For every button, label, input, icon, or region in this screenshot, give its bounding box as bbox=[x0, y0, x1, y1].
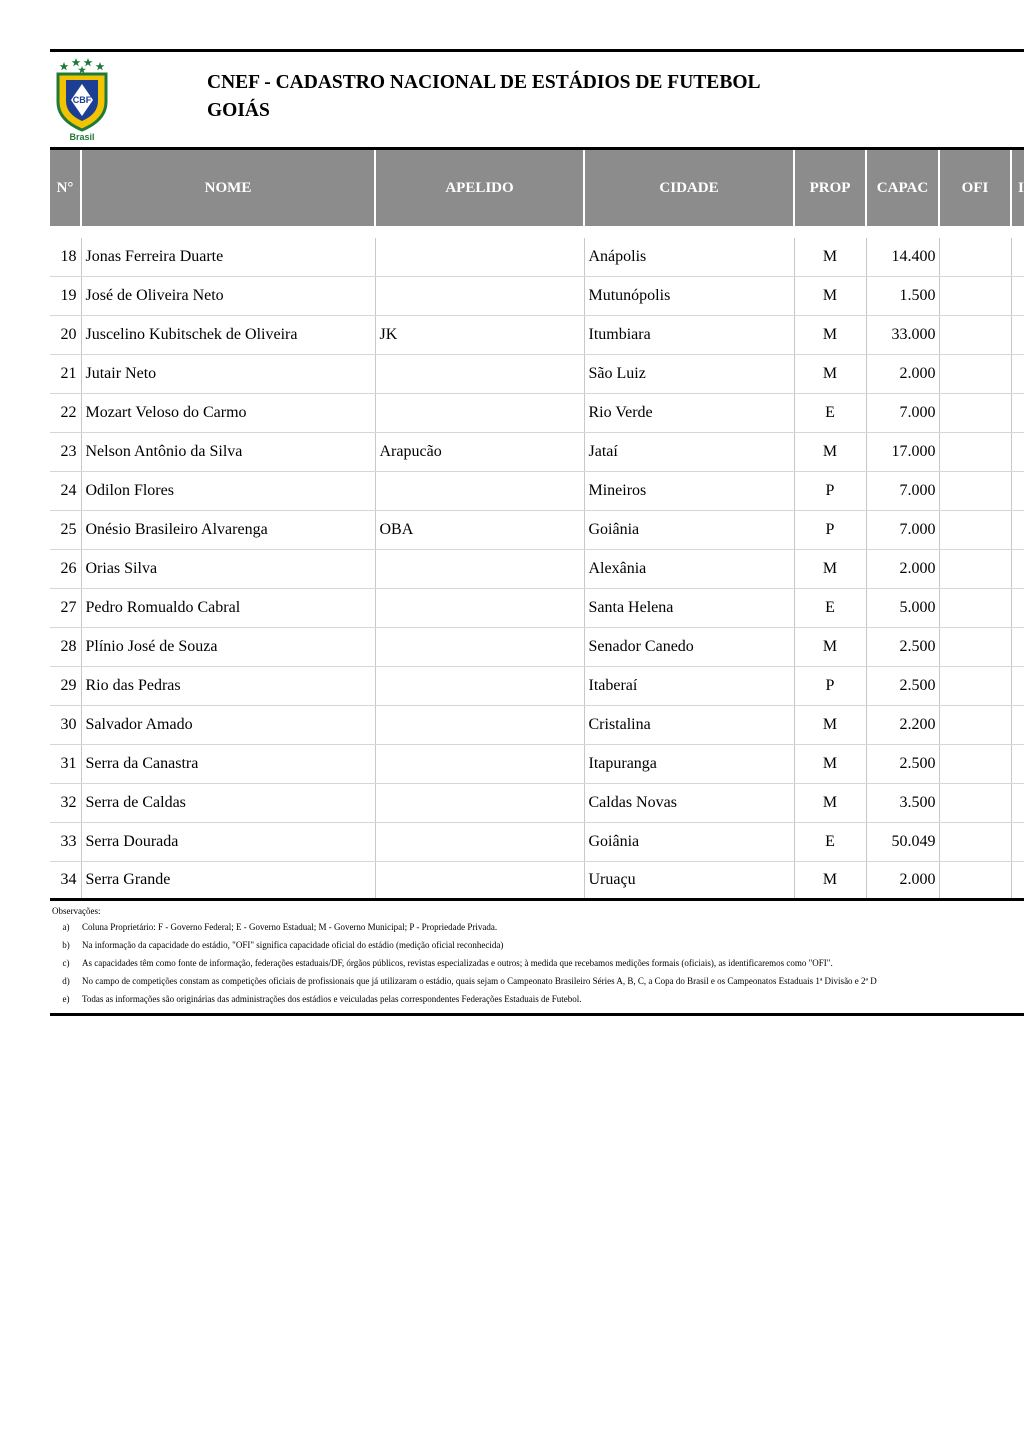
table-header-row bbox=[50, 150, 1024, 226]
cell-owner: M bbox=[794, 550, 866, 589]
cell-official bbox=[939, 238, 1011, 277]
cell-extra bbox=[1011, 433, 1024, 472]
cell-name: José de Oliveira Neto bbox=[81, 277, 375, 316]
cell-num: 20 bbox=[50, 316, 81, 355]
cell-owner: P bbox=[794, 667, 866, 706]
cell-capacity: 14.400 bbox=[866, 238, 939, 277]
col-header-official: OFI bbox=[939, 150, 1011, 226]
table-row bbox=[50, 862, 1024, 900]
cell-num: 21 bbox=[50, 355, 81, 394]
cell-num: 25 bbox=[50, 511, 81, 550]
cell-official bbox=[939, 277, 1011, 316]
cell-name: Odilon Flores bbox=[81, 472, 375, 511]
cell-owner: M bbox=[794, 316, 866, 355]
cell-name: Rio das Pedras bbox=[81, 667, 375, 706]
cell-name: Juscelino Kubitschek de Oliveira bbox=[81, 316, 375, 355]
cell-capacity: 2.000 bbox=[866, 862, 939, 900]
cell-city: Goiânia bbox=[584, 511, 794, 550]
cell-capacity: 1.500 bbox=[866, 277, 939, 316]
cell-capacity: 50.049 bbox=[866, 823, 939, 862]
cell-official bbox=[939, 511, 1011, 550]
cell-city: Anápolis bbox=[584, 238, 794, 277]
cell-extra bbox=[1011, 550, 1024, 589]
cell-city: Itapuranga bbox=[584, 745, 794, 784]
cell-num: 24 bbox=[50, 472, 81, 511]
cell-city: Caldas Novas bbox=[584, 784, 794, 823]
cell-nickname bbox=[375, 472, 584, 511]
cell-num: 27 bbox=[50, 589, 81, 628]
cell-extra bbox=[1011, 472, 1024, 511]
cell-owner: P bbox=[794, 511, 866, 550]
cell-num: 28 bbox=[50, 628, 81, 667]
cell-name: Jonas Ferreira Duarte bbox=[81, 238, 375, 277]
observations-title: Observações: bbox=[52, 906, 101, 916]
cell-city: Itumbiara bbox=[584, 316, 794, 355]
table-row bbox=[50, 550, 1024, 589]
note-label: e) bbox=[62, 994, 70, 1004]
cell-num: 33 bbox=[50, 823, 81, 862]
table-row bbox=[50, 433, 1024, 472]
cell-nickname bbox=[375, 355, 584, 394]
note-text: Coluna Proprietário: F - Governo Federal; E - Governo Estadual; M - Governo Municipal; P - Propriedade Privada. bbox=[82, 922, 498, 932]
cell-official bbox=[939, 316, 1011, 355]
document-subtitle: GOIÁS bbox=[207, 100, 270, 121]
cell-num: 31 bbox=[50, 745, 81, 784]
document-title: CNEF - CADASTRO NACIONAL DE ESTÁDIOS DE FUTEBOL bbox=[207, 72, 761, 93]
table-row bbox=[50, 784, 1024, 823]
table-row bbox=[50, 472, 1024, 511]
cell-capacity: 7.000 bbox=[866, 394, 939, 433]
cell-owner: M bbox=[794, 784, 866, 823]
cell-nickname bbox=[375, 784, 584, 823]
cell-extra bbox=[1011, 823, 1024, 862]
cell-name: Salvador Amado bbox=[81, 706, 375, 745]
cell-extra bbox=[1011, 745, 1024, 784]
cell-owner: M bbox=[794, 706, 866, 745]
cell-extra bbox=[1011, 277, 1024, 316]
cell-city: Goiânia bbox=[584, 823, 794, 862]
cell-owner: M bbox=[794, 862, 866, 900]
note-text: Na informação da capacidade do estádio, "OFI" significa capacidade oficial do estádio (medição oficial reconhecida) bbox=[82, 940, 504, 950]
cell-nickname bbox=[375, 823, 584, 862]
cell-official bbox=[939, 862, 1011, 900]
cell-official bbox=[939, 784, 1011, 823]
col-header-nickname: APELIDO bbox=[375, 150, 584, 226]
cell-name: Serra da Canastra bbox=[81, 745, 375, 784]
note-item bbox=[50, 974, 1024, 992]
table-row bbox=[50, 628, 1024, 667]
cell-extra bbox=[1011, 862, 1024, 900]
cell-city: São Luiz bbox=[584, 355, 794, 394]
cell-name: Orias Silva bbox=[81, 550, 375, 589]
cell-capacity: 33.000 bbox=[866, 316, 939, 355]
col-header-city: CIDADE bbox=[584, 150, 794, 226]
cell-official bbox=[939, 550, 1011, 589]
cell-official bbox=[939, 472, 1011, 511]
cell-nickname bbox=[375, 745, 584, 784]
cell-nickname: JK bbox=[375, 316, 584, 355]
col-header-capacity: CAPAC bbox=[866, 150, 939, 226]
logo-text: CBF bbox=[72, 95, 92, 105]
note-label: d) bbox=[62, 976, 70, 986]
cell-nickname bbox=[375, 589, 584, 628]
cell-city: Itaberaí bbox=[584, 667, 794, 706]
table-body bbox=[50, 226, 1024, 900]
observations bbox=[50, 901, 1024, 1016]
cell-official bbox=[939, 394, 1011, 433]
cell-nickname bbox=[375, 667, 584, 706]
cell-name: Mozart Veloso do Carmo bbox=[81, 394, 375, 433]
cell-capacity: 3.500 bbox=[866, 784, 939, 823]
cell-nickname bbox=[375, 238, 584, 277]
cell-capacity: 2.500 bbox=[866, 745, 939, 784]
cell-num: 26 bbox=[50, 550, 81, 589]
cell-owner: E bbox=[794, 823, 866, 862]
cell-extra bbox=[1011, 355, 1024, 394]
cell-official bbox=[939, 433, 1011, 472]
cell-extra bbox=[1011, 784, 1024, 823]
cell-num: 34 bbox=[50, 862, 81, 900]
cell-name: Nelson Antônio da Silva bbox=[81, 433, 375, 472]
cell-num: 22 bbox=[50, 394, 81, 433]
cell-extra bbox=[1011, 511, 1024, 550]
cell-city: Uruaçu bbox=[584, 862, 794, 900]
table-row bbox=[50, 823, 1024, 862]
cell-nickname bbox=[375, 628, 584, 667]
cell-capacity: 2.000 bbox=[866, 355, 939, 394]
cell-city: Alexânia bbox=[584, 550, 794, 589]
table-row bbox=[50, 745, 1024, 784]
col-header-owner: PROP bbox=[794, 150, 866, 226]
cell-capacity: 5.000 bbox=[866, 589, 939, 628]
cell-owner: M bbox=[794, 355, 866, 394]
cell-extra bbox=[1011, 667, 1024, 706]
cell-capacity: 7.000 bbox=[866, 511, 939, 550]
cell-official bbox=[939, 706, 1011, 745]
cell-num: 23 bbox=[50, 433, 81, 472]
table-row bbox=[50, 589, 1024, 628]
cell-name: Pedro Romualdo Cabral bbox=[81, 589, 375, 628]
note-item bbox=[50, 920, 1024, 938]
cell-nickname bbox=[375, 862, 584, 900]
cell-extra bbox=[1011, 706, 1024, 745]
note-text: No campo de competições constam as competições oficiais de profissionais que já utilizaram o estádio, quais sejam o Campeonato Brasileiro Séries A, B, C, a Copa do Brasil e os Campeonatos Estaduais 1ª Divisão e 2ª D bbox=[82, 976, 877, 986]
cell-nickname bbox=[375, 550, 584, 589]
cell-extra bbox=[1011, 628, 1024, 667]
cell-owner: M bbox=[794, 433, 866, 472]
note-item bbox=[50, 938, 1024, 956]
cell-owner: E bbox=[794, 394, 866, 433]
table-row bbox=[50, 277, 1024, 316]
cell-city: Santa Helena bbox=[584, 589, 794, 628]
cell-city: Senador Canedo bbox=[584, 628, 794, 667]
cell-num: 32 bbox=[50, 784, 81, 823]
cell-capacity: 2.500 bbox=[866, 667, 939, 706]
cell-extra bbox=[1011, 238, 1024, 277]
col-header-extra: I bbox=[1011, 150, 1024, 226]
cell-city: Rio Verde bbox=[584, 394, 794, 433]
cell-num: 29 bbox=[50, 667, 81, 706]
document-frame bbox=[50, 49, 1024, 1016]
table-row bbox=[50, 355, 1024, 394]
cell-extra bbox=[1011, 589, 1024, 628]
cell-extra bbox=[1011, 394, 1024, 433]
cell-capacity: 2.000 bbox=[866, 550, 939, 589]
note-label: c) bbox=[62, 958, 70, 968]
cell-name: Serra Grande bbox=[81, 862, 375, 900]
table-row bbox=[50, 238, 1024, 277]
cbf-logo-icon bbox=[52, 56, 112, 142]
cell-name: Serra Dourada bbox=[81, 823, 375, 862]
table-row bbox=[50, 316, 1024, 355]
cell-capacity: 17.000 bbox=[866, 433, 939, 472]
cell-city: Jataí bbox=[584, 433, 794, 472]
note-text: As capacidades têm como fonte de informação, federações estaduais/DF, órgãos públicos, revistas especializadas e outros; à medida que recebamos medições formais (oficiais), as identificaremos como "OFI". bbox=[82, 958, 833, 968]
note-item bbox=[50, 992, 1024, 1010]
cell-owner: P bbox=[794, 472, 866, 511]
cell-owner: E bbox=[794, 589, 866, 628]
document-header bbox=[50, 49, 1024, 150]
col-header-num: N° bbox=[50, 150, 81, 226]
cell-name: Jutair Neto bbox=[81, 355, 375, 394]
cell-num: 18 bbox=[50, 238, 81, 277]
note-item bbox=[50, 956, 1024, 974]
cell-official bbox=[939, 628, 1011, 667]
cell-name: Onésio Brasileiro Alvarenga bbox=[81, 511, 375, 550]
stadiums-table bbox=[50, 150, 1024, 901]
cell-capacity: 2.200 bbox=[866, 706, 939, 745]
cell-nickname bbox=[375, 706, 584, 745]
table-row bbox=[50, 511, 1024, 550]
cell-official bbox=[939, 589, 1011, 628]
cell-official bbox=[939, 823, 1011, 862]
cell-num: 30 bbox=[50, 706, 81, 745]
cell-owner: M bbox=[794, 745, 866, 784]
note-label: a) bbox=[62, 922, 70, 932]
cell-city: Cristalina bbox=[584, 706, 794, 745]
cell-nickname bbox=[375, 277, 584, 316]
note-label: b) bbox=[62, 940, 70, 950]
cell-official bbox=[939, 667, 1011, 706]
note-text: Todas as informações são originárias das administrações dos estádios e veiculadas pelas correspondentes Federações Estaduais de Futebol. bbox=[82, 994, 582, 1004]
table-row bbox=[50, 706, 1024, 745]
cell-city: Mutunópolis bbox=[584, 277, 794, 316]
table-row bbox=[50, 667, 1024, 706]
cell-owner: M bbox=[794, 628, 866, 667]
cell-official bbox=[939, 355, 1011, 394]
cell-city: Mineiros bbox=[584, 472, 794, 511]
cell-capacity: 2.500 bbox=[866, 628, 939, 667]
table-row bbox=[50, 394, 1024, 433]
cell-nickname: OBA bbox=[375, 511, 584, 550]
cell-name: Serra de Caldas bbox=[81, 784, 375, 823]
logo-caption: Brasil bbox=[69, 132, 95, 142]
cell-owner: M bbox=[794, 238, 866, 277]
cell-nickname: Arapucão bbox=[375, 433, 584, 472]
cell-owner: M bbox=[794, 277, 866, 316]
cell-name: Plínio José de Souza bbox=[81, 628, 375, 667]
cell-official bbox=[939, 745, 1011, 784]
cell-extra bbox=[1011, 316, 1024, 355]
cell-capacity: 7.000 bbox=[866, 472, 939, 511]
cell-num: 19 bbox=[50, 277, 81, 316]
col-header-name: NOME bbox=[81, 150, 375, 226]
cell-nickname bbox=[375, 394, 584, 433]
